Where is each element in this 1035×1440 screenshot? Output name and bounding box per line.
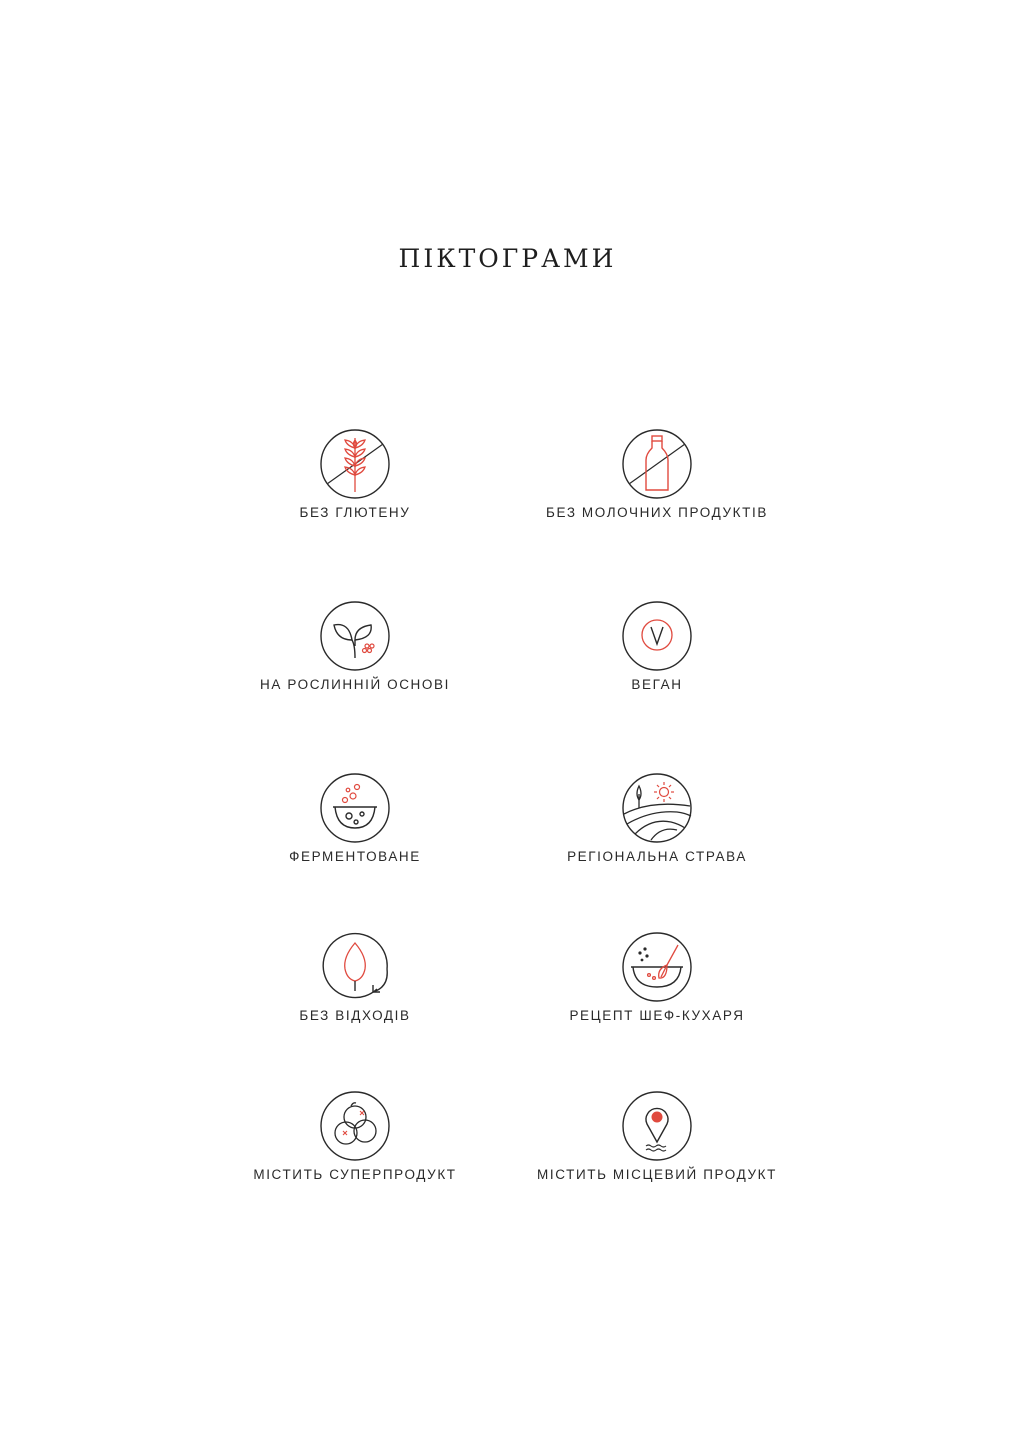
- no-gluten-icon: [319, 428, 391, 500]
- page-title: ПІКТОГРАМИ: [398, 244, 617, 273]
- pictogram-zero-waste: [195, 931, 515, 1041]
- superfood-icon: [319, 1090, 391, 1162]
- local-product-icon: [621, 1090, 693, 1162]
- pictogram-fermented: [195, 772, 515, 882]
- regional-dish-icon: [621, 772, 693, 844]
- vegan-icon: [621, 600, 693, 672]
- pictogram-label: РЕЦЕПТ ШЕФ-КУХАРЯ: [569, 1008, 745, 1023]
- pictogram-label: БЕЗ ВІДХОДІВ: [299, 1008, 411, 1023]
- pictogram-label: МІСТИТЬ СУПЕРПРОДУКТ: [253, 1167, 457, 1182]
- pictogram-plant-based: [195, 600, 515, 710]
- pictogram-label: ВЕГАН: [631, 677, 683, 692]
- zero-waste-icon: [319, 931, 391, 1003]
- plant-based-icon: [319, 600, 391, 672]
- pictogram-no-dairy: [497, 428, 817, 538]
- pictogram-label: МІСТИТЬ МІСЦЕВИЙ ПРОДУКТ: [537, 1167, 777, 1182]
- no-dairy-icon: [621, 428, 693, 500]
- pictogram-label: НА РОСЛИННІЙ ОСНОВІ: [260, 677, 450, 692]
- pictogram-vegan: [497, 600, 817, 710]
- pictogram-label: БЕЗ МОЛОЧНИХ ПРОДУКТІВ: [546, 505, 768, 520]
- pictogram-label: БЕЗ ГЛЮТЕНУ: [299, 505, 411, 520]
- pictogram-no-gluten: [195, 428, 515, 538]
- fermented-icon: [319, 772, 391, 844]
- pictogram-regional-dish: [497, 772, 817, 882]
- pictogram-label: ФЕРМЕНТОВАНЕ: [289, 849, 421, 864]
- pictogram-superfood: [195, 1090, 515, 1200]
- pictogram-label: РЕГІОНАЛЬНА СТРАВА: [567, 849, 747, 864]
- pictogram-local-product: [497, 1090, 817, 1200]
- pictogram-chef-recipe: [497, 931, 817, 1041]
- chef-recipe-icon: [621, 931, 693, 1003]
